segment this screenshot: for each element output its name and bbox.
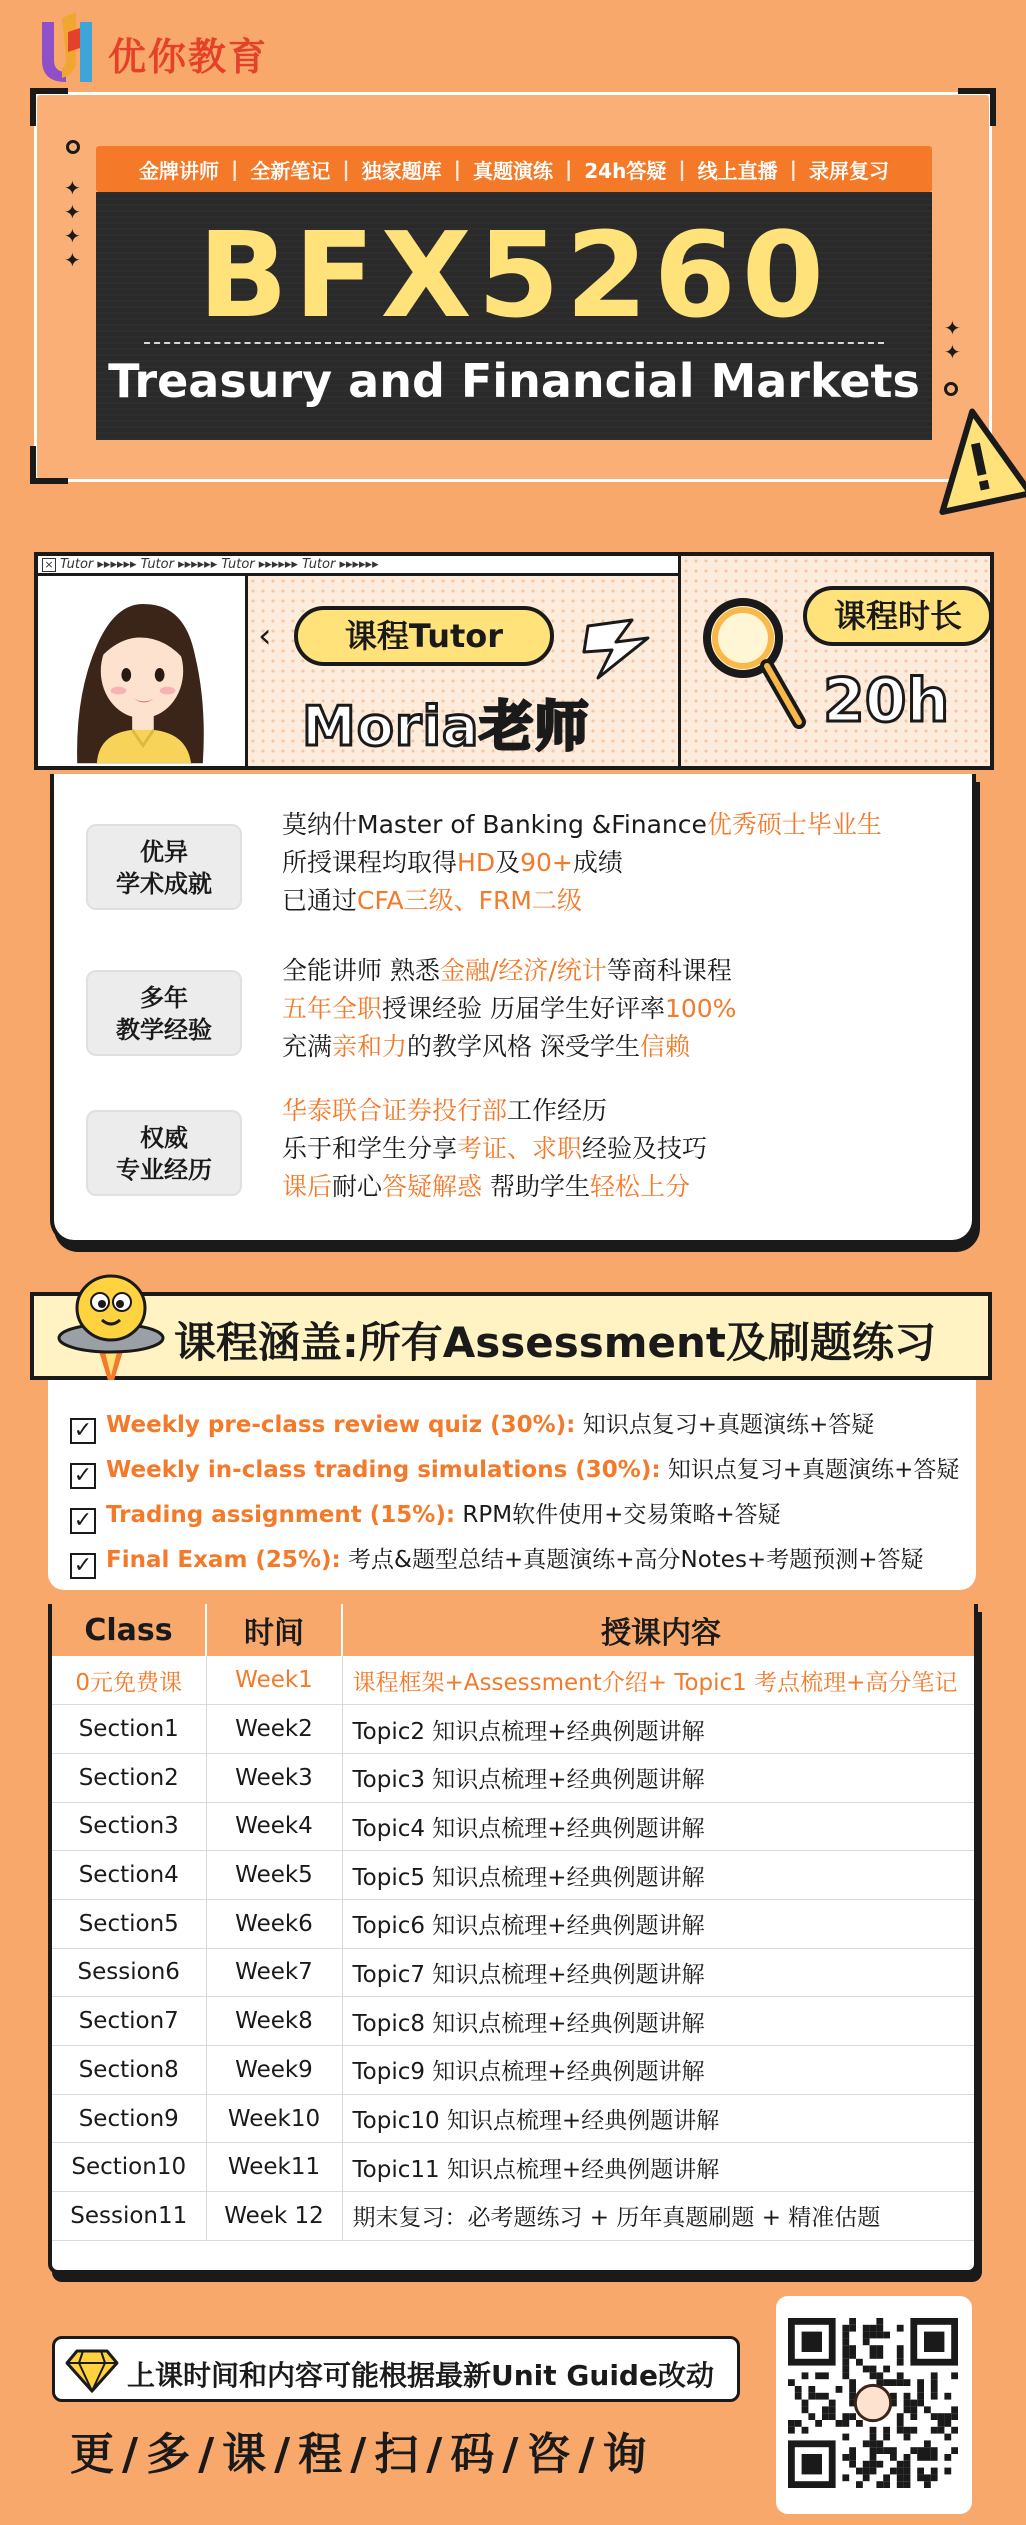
tutor-avatar-illustration: [38, 576, 244, 764]
credential-tag: [86, 1110, 242, 1196]
coverage-item: [70, 1451, 959, 1489]
week-cell: Week7: [206, 1948, 342, 1997]
table-row: [52, 2094, 978, 2143]
schedule-table-card: [48, 1604, 978, 2274]
class-cell: Section3: [52, 1802, 206, 1851]
feature-item: 全新笔记: [250, 158, 331, 183]
lightning-icon: [578, 616, 658, 686]
table-row: [52, 1997, 978, 2046]
content-cell: 课程框架+Assessment介绍+ Topic1 考点梳理+高分笔记: [342, 1656, 978, 1705]
column-header: 时间: [206, 1604, 342, 1656]
week-cell: Week1: [206, 1656, 342, 1705]
highlight-text: 信赖: [639, 1032, 690, 1061]
table-row: [52, 1802, 978, 1851]
highlight-text: 金融/经济/统计: [439, 956, 607, 985]
dashed-divider: [144, 342, 884, 344]
credential-text: 充满: [282, 1032, 333, 1061]
column-header: Class: [52, 1604, 206, 1656]
credentials-card: [50, 774, 976, 1244]
feature-separator: |: [789, 157, 797, 181]
call-to-action: 更/多/课/程/扫/码/咨/询: [70, 2429, 655, 2480]
highlight-text: 答疑解惑: [382, 1172, 483, 1201]
tutor-info-panel: [248, 576, 678, 766]
qr-code[interactable]: [776, 2296, 972, 2514]
assessment-desc: 知识点复习+真题演练+答疑: [582, 1412, 875, 1438]
class-cell: Section10: [52, 2143, 206, 2192]
class-cell: Section8: [52, 2046, 206, 2095]
feature-item: 录屏复习: [808, 158, 889, 183]
circle-ornament-icon: [66, 140, 80, 154]
class-cell: Section2: [52, 1753, 206, 1802]
notice-box: [52, 2336, 740, 2402]
table-row: [52, 1705, 978, 1754]
credential-line: [282, 1028, 736, 1066]
table-header-row: [52, 1604, 978, 1656]
week-cell: Week8: [206, 1997, 342, 2046]
assessment-name: Final Exam (25%):: [106, 1547, 341, 1573]
highlight-text: CFA三级、FRM二级: [357, 886, 582, 915]
credential-text: 成绩: [572, 848, 623, 877]
credential-text: 工作经历: [507, 1096, 608, 1125]
credential-tag: [86, 970, 242, 1056]
table-row: [52, 2046, 978, 2095]
tutor-strip-text: Tutor ▸▸▸▸▸▸ Tutor ▸▸▸▸▸▸ Tutor ▸▸▸▸▸▸ Tutor ▸▸▸▸▸▸: [60, 557, 379, 572]
frame-corner: [30, 446, 68, 484]
tutor-label-pill: 课程Tutor: [294, 606, 554, 666]
checkbox-icon: ✓: [70, 1463, 96, 1489]
table-row: [52, 1851, 978, 1900]
tutor-banner: [34, 552, 994, 770]
chevron-left-icon: ‹: [258, 616, 272, 656]
credential-tag-line: 专业经历: [116, 1156, 212, 1184]
highlight-text: 华泰联合证券投行部: [282, 1096, 508, 1125]
table-row: [52, 2192, 978, 2241]
credential-tag-line: 教学经验: [116, 1016, 212, 1044]
highlight-text: 考证、求职: [457, 1134, 583, 1163]
highlight-text: 课后: [282, 1172, 333, 1201]
feature-item: 线上直播: [697, 158, 778, 183]
highlight-text: HD: [457, 848, 496, 877]
week-cell: Week3: [206, 1753, 342, 1802]
tutor-strip: [38, 556, 678, 576]
credential-text: 等商科课程: [606, 956, 732, 985]
warning-icon: [926, 408, 1026, 518]
assessment-name: Trading assignment (15%):: [106, 1502, 456, 1528]
table-row: [52, 1656, 978, 1705]
checkbox-icon: ✓: [70, 1418, 96, 1444]
week-cell: Week6: [206, 1899, 342, 1948]
feature-item: 金牌讲师: [139, 158, 220, 183]
course-code: BFX5260: [198, 206, 830, 344]
assessment-name: Weekly in-class trading simulations (30%):: [106, 1457, 661, 1483]
credential-tag-line: 权威: [140, 1124, 188, 1152]
class-cell: Section9: [52, 2094, 206, 2143]
circle-ornament-icon: [944, 382, 958, 396]
week-cell: Week2: [206, 1705, 342, 1754]
feature-separator: |: [678, 157, 686, 181]
highlight-text: 亲和力: [332, 1032, 408, 1061]
credential-text: 的教学风格 深受学生: [407, 1032, 640, 1061]
credential-line: [282, 882, 882, 920]
credential-text: 莫纳什Master of Banking &Finance: [282, 810, 707, 839]
content-cell: 期末复习：必考题练习 + 历年真题刷题 + 精准估题: [342, 2192, 978, 2241]
duration-panel: [678, 556, 994, 766]
content-cell: Topic2 知识点梳理+经典例题讲解: [342, 1705, 978, 1754]
credential-line: [282, 806, 882, 844]
credential-text: 经验及技巧: [582, 1134, 708, 1163]
duration-label-pill: 课程时长: [803, 586, 993, 646]
assessment-desc: 考点&题型总结+真题演练+高分Notes+考题预测+答疑: [348, 1547, 924, 1573]
class-cell: 0元免费课: [52, 1656, 206, 1705]
column-header: 授课内容: [342, 1604, 978, 1656]
credential-line: [282, 1130, 707, 1168]
coverage-card: [48, 1380, 976, 1590]
credential-text: 全能讲师 熟悉: [282, 956, 440, 985]
highlight-text: 100%: [664, 994, 737, 1023]
credential-text: 乐于和学生分享: [282, 1134, 458, 1163]
credential-text: 授课经验 历届学生好评率: [382, 994, 665, 1023]
sparkle-icon: ✦ ✦ ✦ ✦: [64, 176, 81, 272]
week-cell: Week11: [206, 2143, 342, 2192]
table-row: [52, 1899, 978, 1948]
checkbox-icon: ✓: [70, 1553, 96, 1579]
feature-separator: |: [231, 157, 239, 181]
assessment-desc: 知识点复习+真题演练+答疑: [667, 1457, 960, 1483]
course-code-panel: [96, 192, 932, 440]
highlight-text: 轻松上分: [590, 1172, 691, 1201]
credential-lines: [282, 952, 736, 1066]
schedule-body: [52, 1656, 978, 2240]
checkbox-icon: ✓: [70, 1508, 96, 1534]
content-cell: Topic6 知识点梳理+经典例题讲解: [342, 1899, 978, 1948]
highlight-text: 五年全职: [282, 994, 383, 1023]
brand-name: 优你教育: [108, 35, 269, 79]
feature-bar: [96, 146, 932, 192]
class-cell: Session11: [52, 2192, 206, 2241]
content-cell: Topic7 知识点梳理+经典例题讲解: [342, 1948, 978, 1997]
credential-text: 及: [495, 848, 521, 877]
assessment-desc: RPM软件使用+交易策略+答疑: [462, 1502, 781, 1528]
week-cell: Week5: [206, 1851, 342, 1900]
coverage-item: [70, 1496, 781, 1534]
class-cell: Section7: [52, 1997, 206, 2046]
notice-text: 上课时间和内容可能根据最新Unit Guide改动: [127, 2359, 714, 2392]
table-row: [52, 1948, 978, 1997]
class-cell: Section4: [52, 1851, 206, 1900]
content-cell: Topic8 知识点梳理+经典例题讲解: [342, 1997, 978, 2046]
credential-line: [282, 1168, 707, 1206]
course-duration: 20h: [823, 666, 950, 736]
content-cell: Topic5 知识点梳理+经典例题讲解: [342, 1851, 978, 1900]
sparkle-icon: ✦ ✦: [944, 316, 961, 364]
credential-tag: [86, 824, 242, 910]
feature-item: 独家题库: [361, 158, 442, 183]
credential-text: 帮助学生: [482, 1172, 590, 1201]
credential-line: [282, 990, 736, 1028]
feature-item: 真题演练: [472, 158, 553, 183]
feature-separator: |: [342, 157, 350, 181]
credential-tag-line: 多年: [140, 984, 188, 1012]
course-name: Treasury and Financial Markets: [108, 354, 920, 408]
diamond-icon: [65, 2345, 119, 2395]
credential-text: 耐心: [332, 1172, 383, 1201]
brand-logo: [32, 8, 332, 92]
credential-line: [282, 844, 882, 882]
qr-code-icon: [788, 2308, 960, 2502]
week-cell: Week9: [206, 2046, 342, 2095]
highlight-text: 优秀硕士毕业生: [706, 810, 882, 839]
credential-text: 所授课程均取得: [282, 848, 458, 877]
assessment-name: Weekly pre-class review quiz (30%):: [106, 1412, 576, 1438]
class-cell: Session6: [52, 1948, 206, 1997]
highlight-text: 90+: [520, 848, 573, 877]
credential-tag-line: 学术成就: [116, 870, 212, 898]
week-cell: Week 12: [206, 2192, 342, 2241]
week-cell: Week10: [206, 2094, 342, 2143]
feature-separator: |: [453, 157, 461, 181]
brand-logo-icon: [32, 8, 106, 92]
magnifier-icon: [691, 586, 811, 736]
feature-item: 24h答疑: [584, 158, 667, 183]
coverage-title-bar: [30, 1292, 992, 1380]
credential-tag-line: 优异: [140, 838, 188, 866]
coverage-title: 课程涵盖:所有Assessment及刷题练习: [174, 1318, 937, 1367]
content-cell: Topic4 知识点梳理+经典例题讲解: [342, 1802, 978, 1851]
class-cell: Section5: [52, 1899, 206, 1948]
table-row: [52, 1753, 978, 1802]
schedule-table: [52, 1604, 978, 2241]
tutor-name: Moria老师: [302, 695, 590, 758]
coverage-item: [70, 1406, 874, 1444]
week-cell: Week4: [206, 1802, 342, 1851]
credential-line: [282, 952, 736, 990]
close-icon: ×: [42, 558, 56, 572]
ufo-mascot-icon: [56, 1252, 166, 1392]
class-cell: Section1: [52, 1705, 206, 1754]
credential-lines: [282, 806, 882, 920]
credential-lines: [282, 1092, 707, 1206]
content-cell: Topic3 知识点梳理+经典例题讲解: [342, 1753, 978, 1802]
credential-line: [282, 1092, 707, 1130]
table-row: [52, 2143, 978, 2192]
frame-corner: [958, 88, 996, 126]
frame-corner: [30, 88, 68, 126]
coverage-item: [70, 1541, 923, 1579]
feature-separator: |: [564, 157, 573, 181]
credential-text: 已通过: [282, 886, 358, 915]
content-cell: Topic10 知识点梳理+经典例题讲解: [342, 2094, 978, 2143]
tutor-avatar: [38, 576, 248, 766]
content-cell: Topic11 知识点梳理+经典例题讲解: [342, 2143, 978, 2192]
content-cell: Topic9 知识点梳理+经典例题讲解: [342, 2046, 978, 2095]
